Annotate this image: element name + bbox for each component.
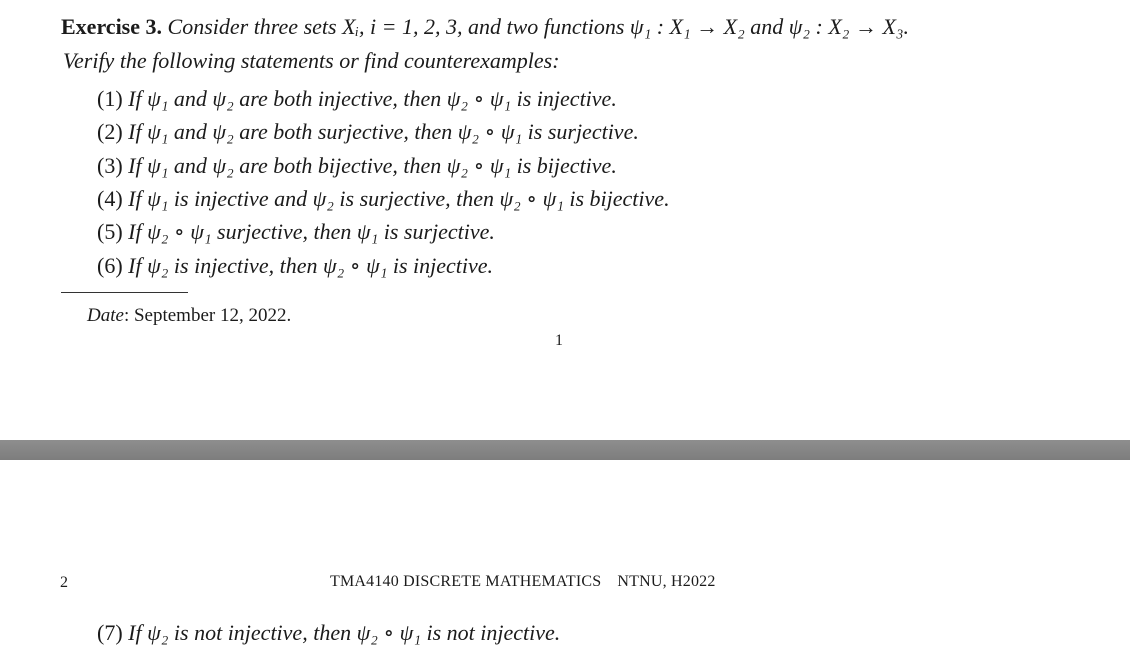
- list-item: [97, 253, 493, 279]
- list-item-number: (3): [97, 153, 123, 178]
- footnote-rule: [61, 292, 188, 293]
- list-item-number: (7): [97, 620, 123, 645]
- list-item-text: If ψ₂ is not injective, then ψ₂ ∘ ψ₁ is not injective.: [128, 620, 561, 645]
- list-item: [97, 86, 617, 112]
- list-item-number: (6): [97, 253, 123, 278]
- exercise-intro-text: Consider three sets Xᵢ, i = 1, 2, 3, and two functions ψ₁ : X₁ → X₂ and ψ₂ : X₂ → X₃.: [167, 14, 910, 39]
- footnote-date: [87, 304, 291, 328]
- document-page-2: [0, 460, 1130, 654]
- list-item: [97, 620, 560, 646]
- page-divider: [0, 440, 1130, 460]
- list-item-text: If ψ₁ and ψ₂ are both surjective, then ψ₂ ∘ ψ₁ is surjective.: [128, 119, 639, 144]
- list-item-number: (5): [97, 219, 123, 244]
- exercise-intro-line-2: Verify the following statements or find counterexamples:: [63, 48, 560, 73]
- page-number: 1: [555, 332, 563, 349]
- list-item: [97, 119, 639, 145]
- page-number: 2: [60, 574, 68, 591]
- exercise-heading-line: [61, 14, 909, 40]
- running-head-course: TMA4140 DISCRETE MATHEMATICS: [330, 573, 602, 590]
- list-item-number: (4): [97, 186, 123, 211]
- footnote-date-value: : September 12, 2022.: [123, 305, 292, 326]
- list-item: [97, 186, 670, 212]
- running-head-term: NTNU, H2022: [617, 573, 716, 590]
- exercise-label: Exercise 3.: [61, 14, 163, 39]
- list-item-text: If ψ₁ and ψ₂ are both bijective, then ψ₂ ∘ ψ₁ is bijective.: [128, 153, 617, 178]
- list-item: [97, 219, 495, 245]
- list-item-number: (2): [97, 119, 123, 144]
- list-item-number: (1): [97, 86, 123, 111]
- list-item-text: If ψ₁ and ψ₂ are both injective, then ψ₂ ∘ ψ₁ is injective.: [128, 86, 617, 111]
- list-item-text: If ψ₂ ∘ ψ₁ surjective, then ψ₁ is surjective.: [128, 219, 495, 244]
- list-item-text: If ψ₂ is injective, then ψ₂ ∘ ψ₁ is injective.: [128, 253, 494, 278]
- footnote-date-label: Date: [87, 305, 124, 326]
- list-item: [97, 153, 617, 179]
- running-head: [330, 572, 716, 592]
- list-item-text: If ψ₁ is injective and ψ₂ is surjective, then ψ₂ ∘ ψ₁ is bijective.: [128, 186, 670, 211]
